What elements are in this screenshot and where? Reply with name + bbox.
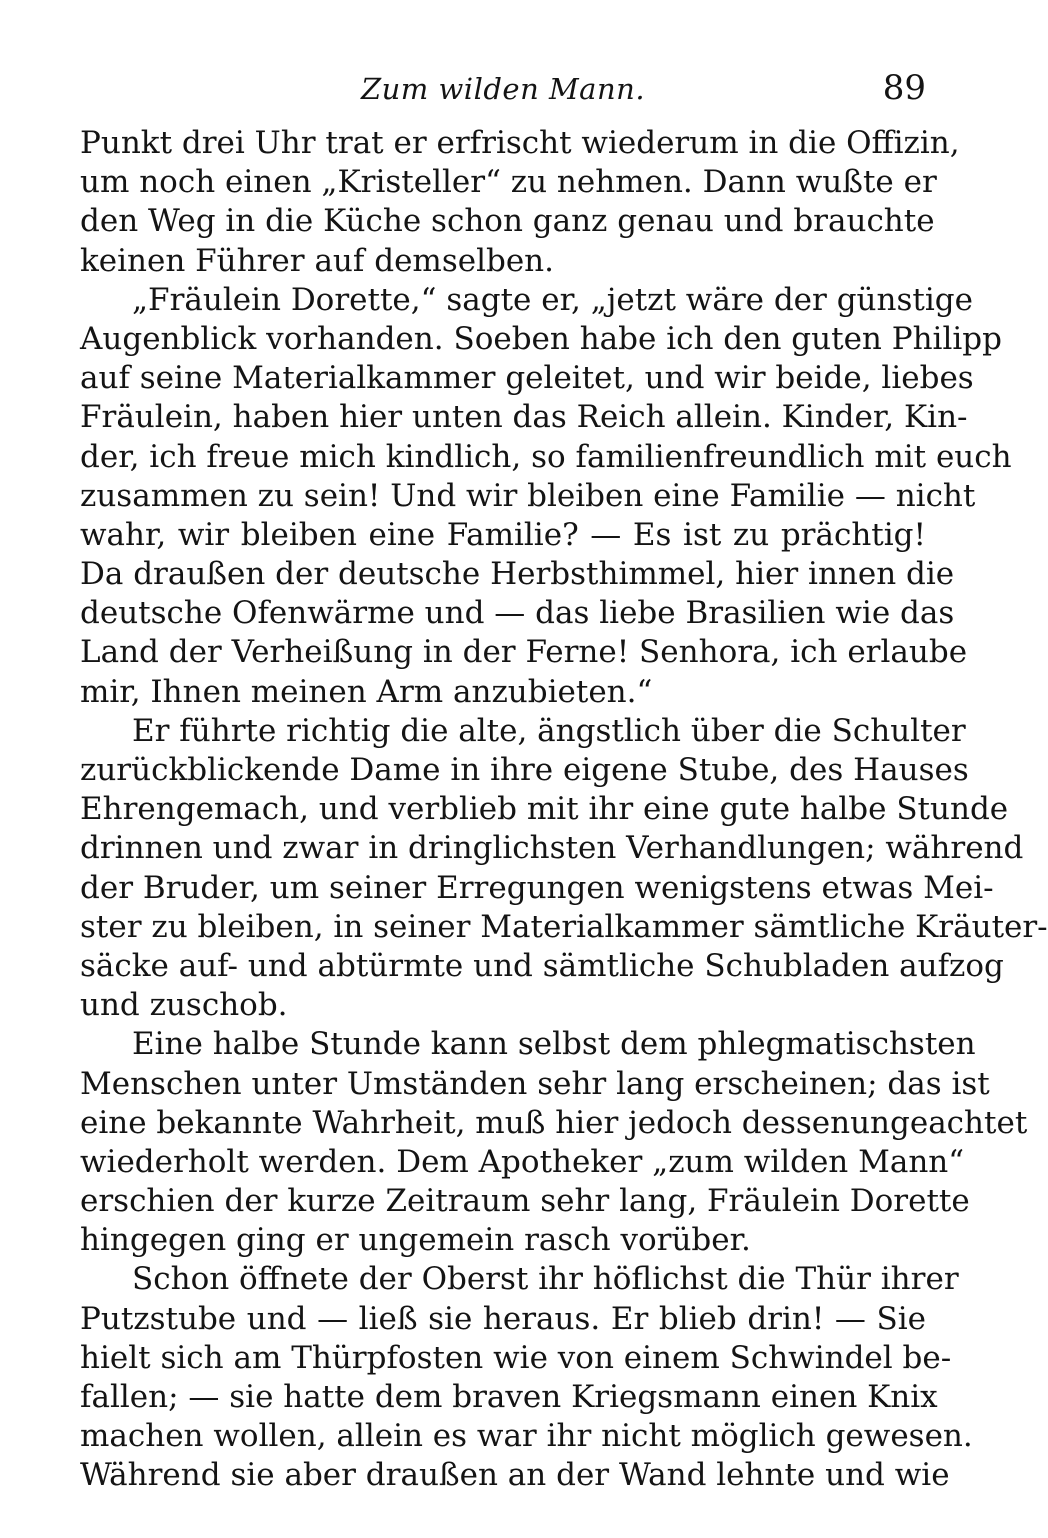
text-line: erschien der kurze Zeitraum sehr lang, Fräulein Dorette [80,1183,970,1220]
text-line: ster zu bleiben, in seiner Materialkammer sämtliche Kräuter- [80,908,1048,945]
text-line: Schon öffnete der Oberst ihr höflichst die Thür ihrer [132,1261,959,1298]
text-line: machen wollen, allein es war ihr nicht möglich gewesen. [80,1418,973,1455]
text-line: Eine halbe Stunde kann selbst dem phlegmatischsten [132,1026,976,1063]
text-line: Menschen unter Umständen sehr lang erscheinen; das ist [80,1065,990,1102]
text-line: der Bruder, um seiner Erregungen wenigstens etwas Mei- [80,869,994,906]
text-line: mir, Ihnen meinen Arm anzubieten.“ [80,673,653,710]
text-line: Putzstube und — ließ sie heraus. Er blieb drin! — Sie [80,1300,926,1337]
running-title: Zum wilden Mann. [360,72,646,106]
text-line: eine bekannte Wahrheit, muß hier jedoch dessenungeachtet [80,1104,1028,1141]
text-line: um noch einen „Kristeller“ zu nehmen. Dann wußte er [80,164,937,201]
text-line: hingegen ging er ungemein rasch vorüber. [80,1222,751,1259]
text-line: Land der Verheißung in der Ferne! Senhora, ich erlaube [80,634,968,671]
text-line: drinnen und zwar in dringlichsten Verhandlungen; während [80,830,1024,867]
text-line: säcke auf- und abtürmte und sämtliche Schubladen aufzog [80,947,1004,984]
text-line: und zuschob. [80,987,288,1024]
text-line: hielt sich am Thürpfosten wie von einem Schwindel be- [80,1339,952,1376]
text-line: „Fräulein Dorette,“ sagte er, „jetzt wäre der günstige [132,281,973,318]
text-line: Ehrengemach, und verblieb mit ihr eine gute halbe Stunde [80,791,1009,828]
text-line: den Weg in die Küche schon ganz genau und brauchte [80,203,935,240]
page-header [80,68,926,118]
text-line: Während sie aber draußen an der Wand lehnte und wie [80,1457,950,1494]
page-number: 89 [882,68,926,108]
body-text [80,124,1048,1496]
text-line: Da draußen der deutsche Herbsthimmel, hier innen die [80,556,955,593]
text-line: auf seine Materialkammer geleitet, und wir beide, liebes [80,360,974,397]
text-line: zurückblickende Dame in ihre eigene Stube, des Hauses [80,752,969,788]
text-line: der, ich freue mich kindlich, so familienfreundlich mit euch [80,438,1012,475]
text-line: Augenblick vorhanden. Soeben habe ich den guten Philipp [80,320,1002,357]
text-line: Er führte richtig die alte, ängstlich über die Schulter [132,712,966,749]
text-line: deutsche Ofenwärme und — das liebe Brasilien wie das [80,595,955,632]
text-line: Punkt drei Uhr trat er erfrischt wiederum in die Offizin, [80,125,960,161]
text-line: wahr, wir bleiben eine Familie? — Es ist zu prächtig! [80,516,926,553]
text-line: fallen; — sie hatte dem braven Kriegsmann einen Knix [80,1379,938,1415]
text-line: keinen Führer auf demselben. [80,242,554,279]
text-line: wiederholt werden. Dem Apotheker „zum wilden Mann“ [80,1143,965,1180]
text-line: zusammen zu sein! Und wir bleiben eine Familie — nicht [80,477,976,514]
text-line: Fräulein, haben hier unten das Reich allein. Kinder, Kin- [80,399,968,436]
